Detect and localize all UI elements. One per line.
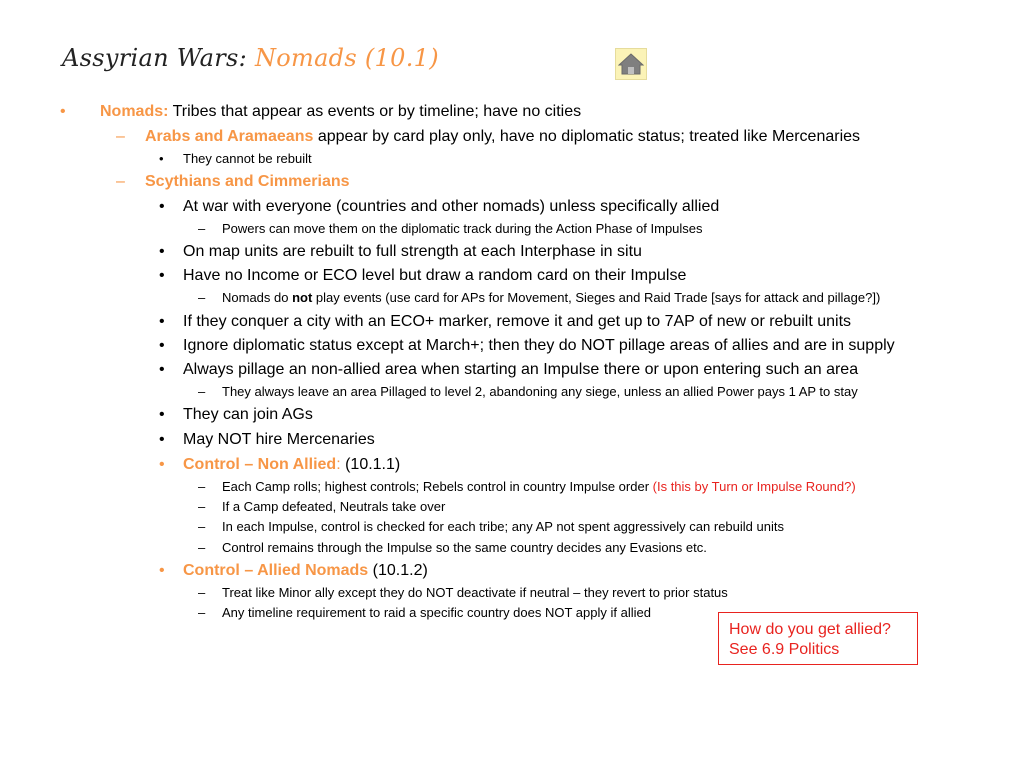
bullet-rebuilt-full: On map units are rebuilt to full strength at each Interphase in situ <box>183 243 642 260</box>
camp-rolls-question: (Is this by Turn or Impulse Round?) <box>652 479 856 494</box>
title-main: Assyrian Wars: <box>62 44 255 72</box>
home-button[interactable] <box>615 48 647 80</box>
bullet-at-war: At war with everyone (countries and other nomads) unless specifically allied <box>183 198 720 215</box>
dash-marker: – <box>198 499 206 514</box>
bullet-nomads <box>100 103 581 121</box>
bullet-marker: • <box>159 198 165 215</box>
bullet-marker: • <box>159 243 165 260</box>
bullet-control-allied <box>183 562 428 580</box>
bullet-always-pillage: Always pillage an non-allied area when starting an Impulse there or upon entering such an area <box>183 361 859 378</box>
bullet-no-mercenaries: May NOT hire Mercenaries <box>183 431 375 448</box>
bullet-no-income: Have no Income or ECO level but draw a random card on their Impulse <box>183 267 687 284</box>
bullet-arabs <box>145 128 860 146</box>
allied-label: Control – Allied Nomads <box>183 562 369 579</box>
bullet-control-remains: Control remains through the Impulse so the same country decides any Evasions etc. <box>222 540 707 555</box>
dash-marker: – <box>198 519 206 534</box>
bullet-no-events <box>222 290 880 305</box>
bullet-scythians: Scythians and Cimmerians <box>145 173 350 190</box>
bullet-marker: • <box>159 456 165 473</box>
nomads-text: Tribes that appear as events or by timeline; have no cities <box>168 103 582 120</box>
non-allied-ref: (10.1.1) <box>340 456 401 473</box>
dash-marker: – <box>198 221 206 236</box>
bullet-minor-ally: Treat like Minor ally except they do NOT deactivate if neutral – they revert to prior status <box>222 585 728 600</box>
bullet-leave-pillaged: They always leave an area Pillaged to level 2, abandoning any siege, unless an allied Power pays 1 AP to stay <box>222 384 858 399</box>
bullet-marker: • <box>159 431 165 448</box>
nomads-label: Nomads: <box>100 103 169 120</box>
non-allied-label: Control – Non Allied <box>183 456 337 473</box>
home-icon <box>618 52 644 76</box>
dash-marker: – <box>198 585 206 600</box>
bullet-join-ags: They can join AGs <box>183 406 313 423</box>
bullet-ignore-diplomatic: Ignore diplomatic status except at March+; then they do NOT pillage areas of allies and are in supply <box>183 337 895 354</box>
dash-marker: – <box>116 128 125 145</box>
bullet-marker: • <box>159 562 165 579</box>
bullet-camp-defeated: If a Camp defeated, Neutrals take over <box>222 499 446 514</box>
non-allied-colon: : <box>336 456 341 473</box>
bullet-control-non-allied <box>183 456 400 474</box>
no-events-post: play events (use card for APs for Movement, Sieges and Raid Trade [says for attack and pillage?]) <box>312 290 881 305</box>
bullet-diplomatic-track: Powers can move them on the diplomatic track during the Action Phase of Impulses <box>222 221 703 236</box>
note-line-2: See 6.9 Politics <box>729 641 840 658</box>
slide-title <box>62 44 439 72</box>
camp-rolls-text: Each Camp rolls; highest controls; Rebels control in country Impulse order <box>222 479 653 494</box>
no-events-pre: Nomads do <box>222 290 293 305</box>
note-line-1: How do you get allied? <box>729 621 891 638</box>
bullet-marker: • <box>159 406 165 423</box>
bullet-marker: • <box>159 151 164 166</box>
bullet-control-checked: In each Impulse, control is checked for each tribe; any AP not spent aggressively can rebuild units <box>222 519 784 534</box>
bullet-rebuilt: They cannot be rebuilt <box>183 151 312 166</box>
bullet-marker: • <box>159 267 165 284</box>
bullet-conquer-city: If they conquer a city with an ECO+ marker, remove it and get up to 7AP of new or rebuilt units <box>183 313 852 330</box>
dash-marker: – <box>198 540 206 555</box>
no-events-bold: not <box>292 290 313 305</box>
dash-marker: – <box>198 605 206 620</box>
dash-marker: – <box>198 479 206 494</box>
bullet-marker: • <box>159 337 165 354</box>
bullet-marker: • <box>159 313 165 330</box>
arabs-label: Arabs and Aramaeans <box>145 128 314 145</box>
dash-marker: – <box>198 290 206 305</box>
dash-marker: – <box>198 384 206 399</box>
bullet-camp-rolls <box>222 479 856 494</box>
allied-ref: (10.1.2) <box>368 562 428 579</box>
note-box <box>718 612 918 665</box>
title-section: Nomads (10.1) <box>254 44 439 72</box>
bullet-marker: • <box>60 103 66 120</box>
arabs-text: appear by card play only, have no diplomatic status; treated like Mercenaries <box>313 128 861 145</box>
bullet-timeline-requirement: Any timeline requirement to raid a specific country does NOT apply if allied <box>222 605 651 620</box>
bullet-marker: • <box>159 361 165 378</box>
dash-marker: – <box>116 173 125 190</box>
